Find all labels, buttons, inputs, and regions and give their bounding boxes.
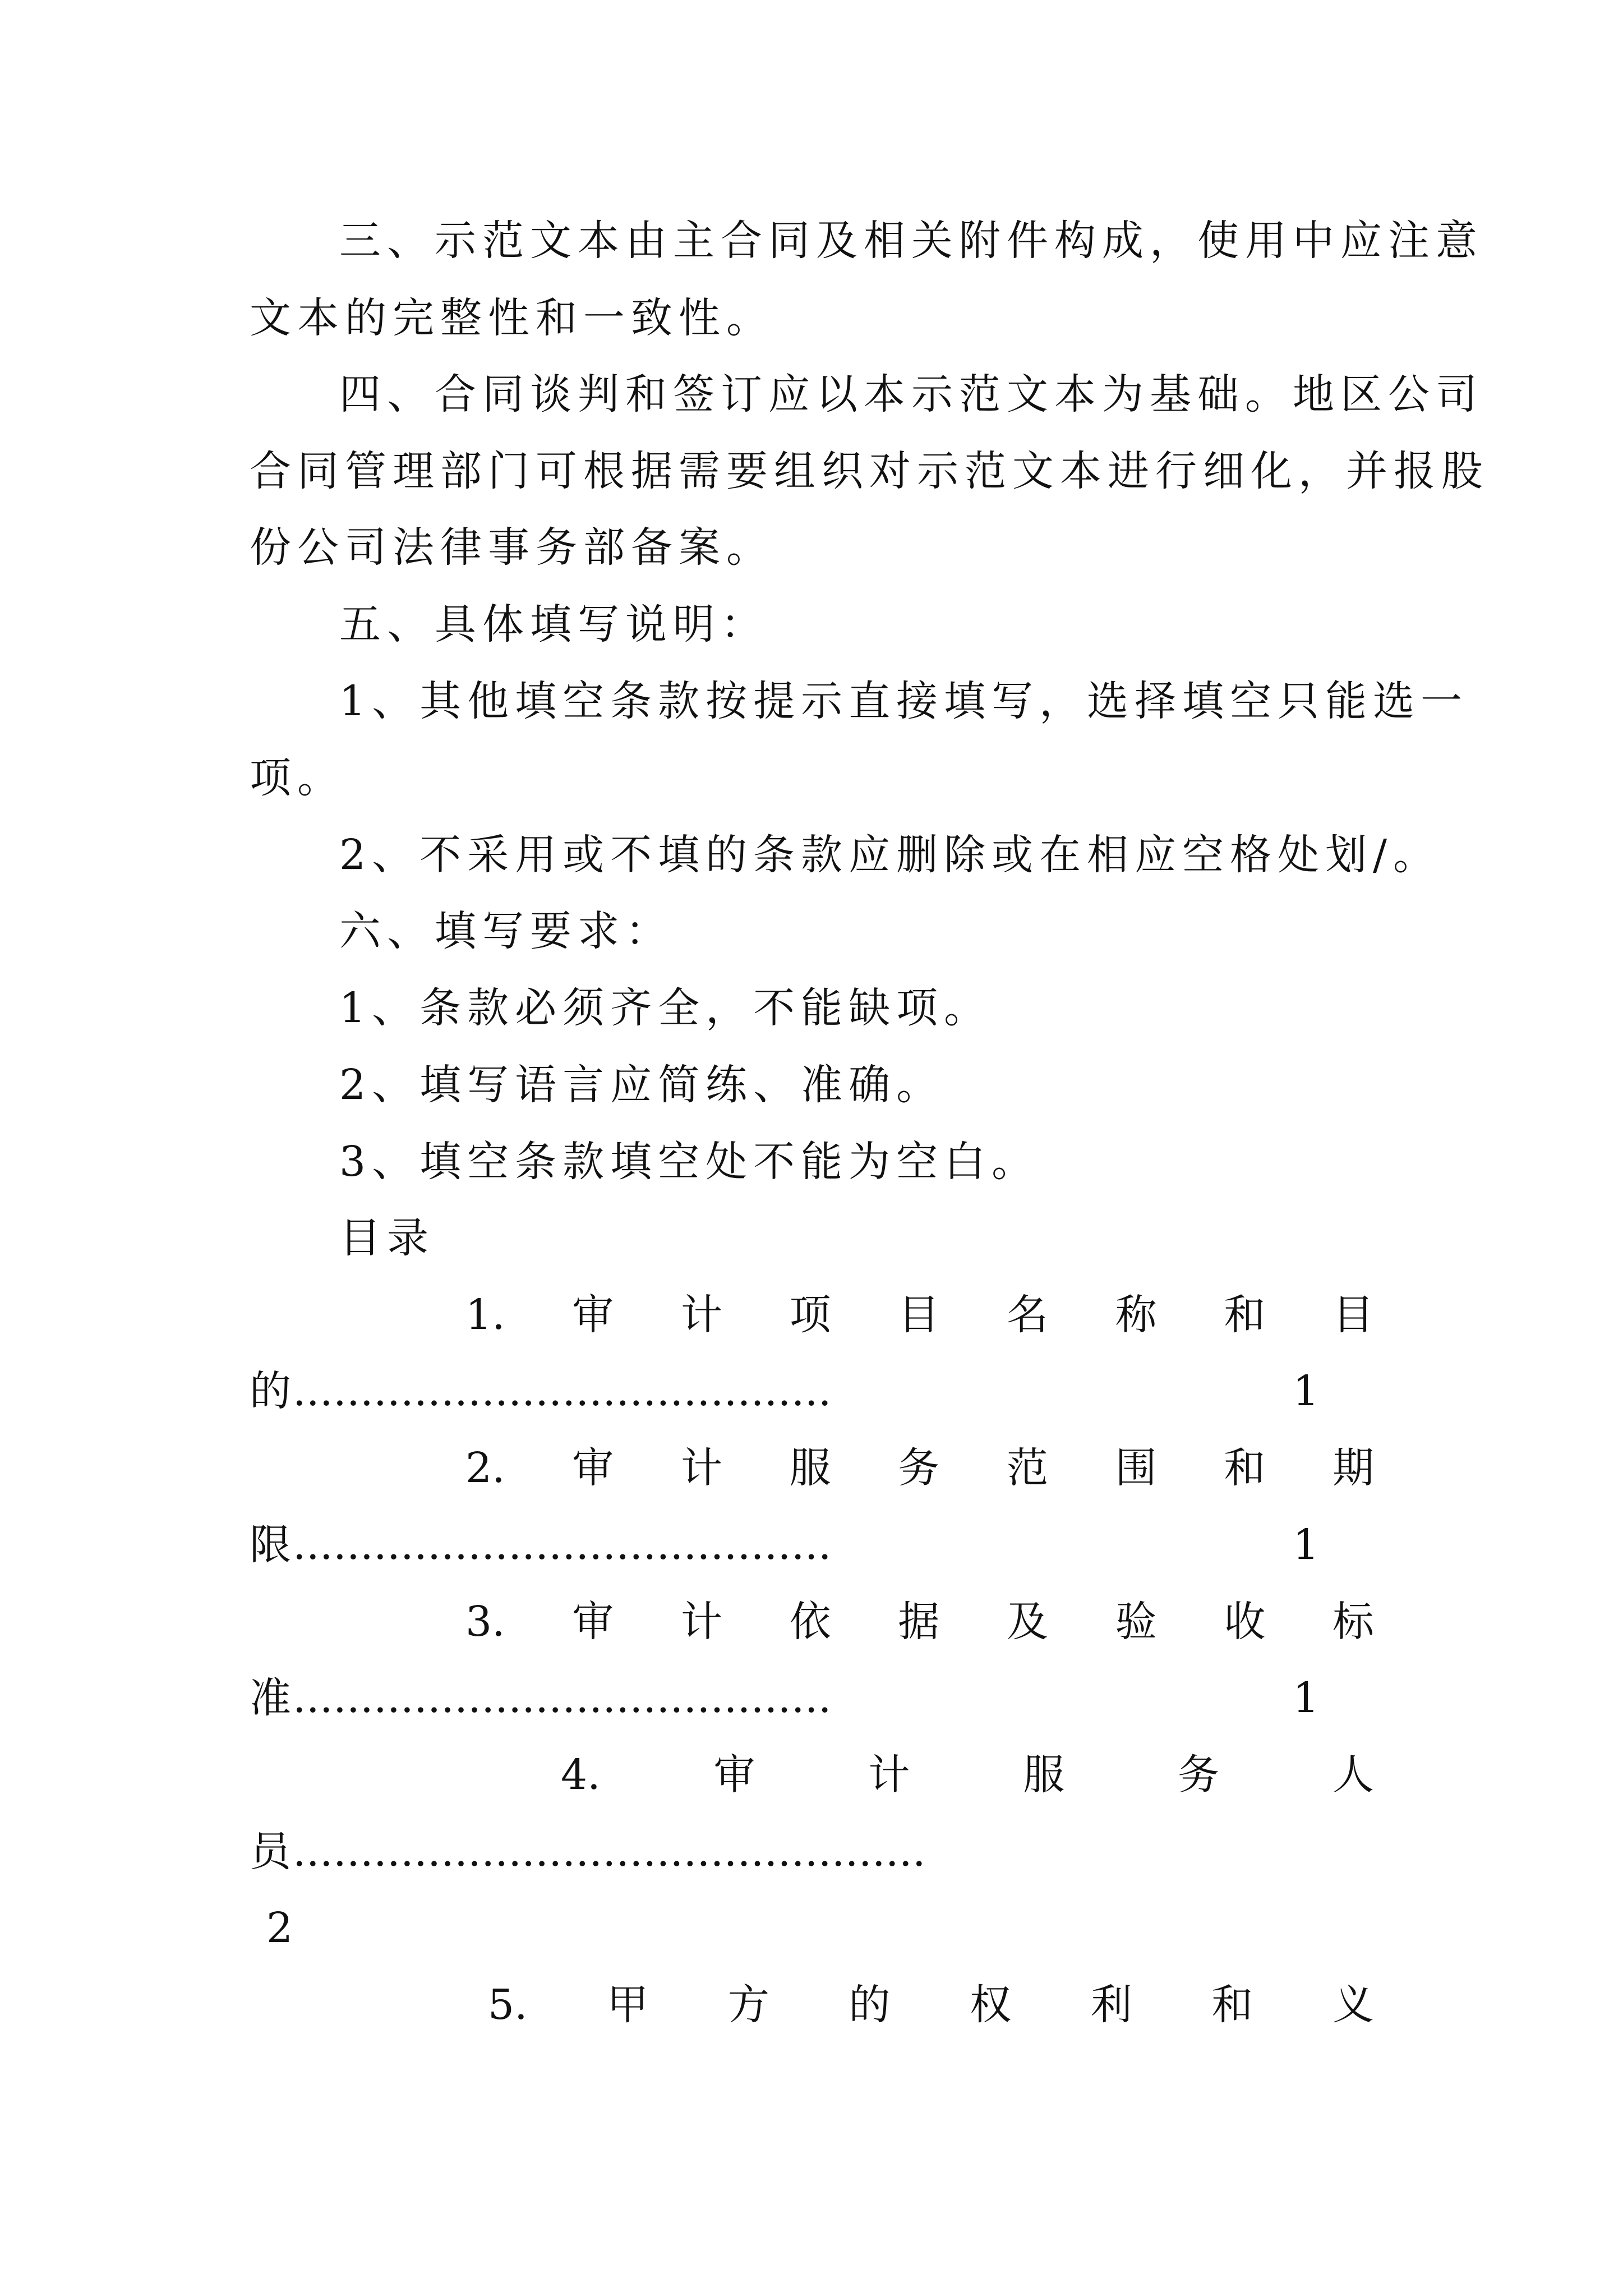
toc-entry-char: 计 bbox=[680, 1444, 722, 1492]
toc-entry-char: 范 bbox=[1006, 1444, 1048, 1492]
toc-entry-char: 称 bbox=[1115, 1291, 1157, 1339]
toc-entry-2-title bbox=[465, 1444, 1374, 1492]
toc-entry-char: 审 bbox=[713, 1751, 755, 1799]
toc-entry-char: 名 bbox=[1006, 1291, 1048, 1339]
toc-entry-char: 期 bbox=[1332, 1444, 1374, 1492]
section-5-item-1-line-1: 1、其他填空条款按提示直接填写，选择填空只能选一 bbox=[339, 677, 1469, 725]
section-6-item-3: 3、填空条款填空处不能为空白。 bbox=[339, 1138, 1040, 1186]
section-6-item-1: 1、条款必须齐全，不能缺项。 bbox=[339, 984, 992, 1032]
toc-entry-1-page-number: 1 bbox=[1293, 1367, 1320, 1415]
toc-entry-1-leader-dots: ........................................ bbox=[293, 1370, 832, 1412]
toc-entry-number: 5. bbox=[488, 1981, 528, 2029]
toc-entry-2-leader-dots: ........................................ bbox=[293, 1524, 832, 1566]
toc-entry-4-last-char: 员 bbox=[250, 1828, 293, 1876]
toc-entry-char: 计 bbox=[680, 1598, 722, 1646]
toc-entry-char: 计 bbox=[680, 1291, 722, 1339]
toc-entry-number: 1. bbox=[465, 1291, 505, 1339]
toc-entry-char: 审 bbox=[572, 1291, 614, 1339]
toc-entry-char: 项 bbox=[789, 1291, 831, 1339]
toc-entry-char: 人 bbox=[1332, 1751, 1374, 1799]
paragraph-4-line-2: 合同管理部门可根据需要组织对示范文本进行细化，并报股 bbox=[250, 447, 1489, 495]
paragraph-3-line-2: 文本的完整性和一致性。 bbox=[250, 294, 774, 342]
toc-entry-char: 目 bbox=[898, 1291, 940, 1339]
section-6-title: 六、填写要求： bbox=[339, 907, 673, 955]
toc-entry-3-leader-dots: ........................................ bbox=[293, 1677, 832, 1719]
toc-entry-char: 目 bbox=[1332, 1291, 1374, 1339]
toc-entry-char: 利 bbox=[1090, 1981, 1132, 2029]
toc-entry-2-page-number: 1 bbox=[1293, 1521, 1320, 1569]
toc-entry-char: 和 bbox=[1224, 1444, 1266, 1492]
toc-entry-char: 务 bbox=[898, 1444, 940, 1492]
toc-entry-char: 审 bbox=[572, 1444, 614, 1492]
toc-entry-3-last-char: 准 bbox=[250, 1674, 293, 1722]
toc-entry-3-page-number: 1 bbox=[1293, 1674, 1320, 1722]
toc-entry-char: 务 bbox=[1178, 1751, 1220, 1799]
toc-entry-char: 权 bbox=[970, 1981, 1012, 2029]
section-6-item-2: 2、填写语言应简练、准确。 bbox=[339, 1061, 944, 1109]
toc-entry-number: 4. bbox=[561, 1751, 601, 1799]
toc-entry-1-last-char: 的 bbox=[250, 1367, 293, 1415]
toc-entry-3-title bbox=[465, 1598, 1374, 1646]
toc-entry-char: 依 bbox=[789, 1598, 831, 1646]
toc-entry-char: 计 bbox=[868, 1751, 910, 1799]
toc-entry-number: 3. bbox=[465, 1598, 505, 1646]
toc-entry-char: 服 bbox=[789, 1444, 831, 1492]
toc-entry-char: 服 bbox=[1023, 1751, 1065, 1799]
toc-entry-5-title bbox=[488, 1981, 1374, 2029]
toc-entry-char: 及 bbox=[1006, 1598, 1048, 1646]
toc-entry-char: 围 bbox=[1115, 1444, 1157, 1492]
toc-entry-char: 收 bbox=[1224, 1598, 1266, 1646]
toc-entry-char: 和 bbox=[1224, 1291, 1266, 1339]
toc-entry-number: 2. bbox=[465, 1444, 505, 1492]
paragraph-4-line-1: 四、合同谈判和签订应以本示范文本为基础。地区公司 bbox=[339, 370, 1483, 418]
toc-entry-char: 审 bbox=[572, 1598, 614, 1646]
paragraph-4-line-3: 份公司法律事务部备案。 bbox=[250, 523, 774, 572]
toc-entry-char: 验 bbox=[1115, 1598, 1157, 1646]
toc-entry-char: 义 bbox=[1332, 1981, 1374, 2029]
toc-heading: 目录 bbox=[339, 1214, 435, 1262]
toc-entry-1-title bbox=[465, 1291, 1374, 1339]
toc-entry-4-page-number: 2 bbox=[266, 1904, 293, 1952]
toc-entry-char: 方 bbox=[727, 1981, 769, 2029]
toc-entry-char: 和 bbox=[1211, 1981, 1253, 2029]
section-5-item-1-line-2: 项。 bbox=[250, 754, 345, 802]
section-5-item-2: 2、不采用或不填的条款应删除或在相应空格处划/。 bbox=[339, 831, 1441, 879]
section-5-title: 五、具体填写说明： bbox=[339, 600, 768, 648]
toc-entry-char: 标 bbox=[1332, 1598, 1374, 1646]
toc-entry-char: 甲 bbox=[607, 1981, 649, 2029]
toc-entry-2-last-char: 限 bbox=[250, 1521, 293, 1569]
toc-entry-4-leader-dots: ............................................... bbox=[293, 1831, 926, 1872]
toc-entry-char: 的 bbox=[849, 1981, 891, 2029]
toc-entry-char: 据 bbox=[898, 1598, 940, 1646]
paragraph-3-line-1: 三、示范文本由主合同及相关附件构成，使用中应注意 bbox=[339, 217, 1483, 265]
toc-entry-4-title bbox=[561, 1751, 1374, 1799]
